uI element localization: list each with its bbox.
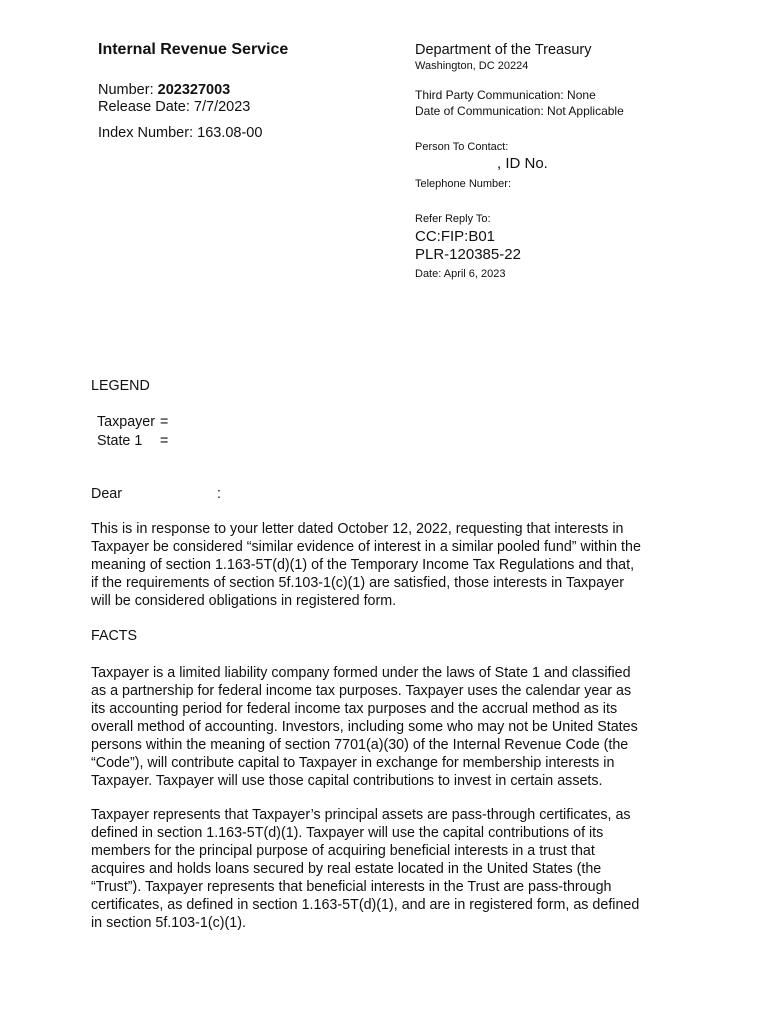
letter-date: Date: April 6, 2023 bbox=[415, 268, 506, 280]
paragraph-line: meaning of section 1.163-5T(d)(1) of the Temporary Income Tax Regulations and that, bbox=[91, 557, 635, 573]
plr-number: PLR-120385-22 bbox=[415, 246, 521, 263]
release-date: Release Date: 7/7/2023 bbox=[98, 99, 251, 115]
paragraph-intro bbox=[91, 520, 691, 610]
paragraph-line: overall method of accounting. Investors, including some who may not be United States bbox=[91, 719, 638, 735]
paragraph-line: “Trust”). Taxpayer represents that beneficial interests in the Trust are pass-through bbox=[91, 879, 612, 895]
refer-reply-to: Refer Reply To: bbox=[415, 213, 491, 225]
legend-sep: = bbox=[160, 433, 169, 449]
legend-title: LEGEND bbox=[91, 378, 150, 394]
paragraph-line: its accounting period for federal income tax purposes and the accrual method as its bbox=[91, 701, 618, 717]
paragraph-line: Taxpayer. Taxpayer will use those capital contributions to invest in certain assets. bbox=[91, 773, 603, 789]
date-of-communication: Date of Communication: Not Applicable bbox=[415, 104, 624, 118]
paragraph-line: will be considered obligations in registered form. bbox=[91, 593, 397, 609]
department-address: Washington, DC 20224 bbox=[415, 60, 529, 72]
legend-key: State 1 bbox=[97, 433, 143, 449]
paragraph-line: as a partnership for federal income tax purposes. Taxpayer uses the calendar year as bbox=[91, 683, 632, 699]
agency-name: Internal Revenue Service bbox=[98, 41, 289, 58]
reference-code: CC:FIP:B01 bbox=[415, 228, 496, 245]
paragraph-line: defined in section 1.163-5T(d)(1). Taxpayer will use the capital contributions of its bbox=[91, 825, 604, 841]
third-party-communication: Third Party Communication: None bbox=[415, 88, 596, 102]
paragraph-assets bbox=[91, 806, 691, 932]
paragraph-line: Taxpayer is a limited liability company formed under the laws of State 1 and classified bbox=[91, 665, 631, 681]
paragraph-line: Taxpayer represents that Taxpayer’s principal assets are pass-through certificates, as bbox=[91, 807, 631, 823]
id-number: , ID No. bbox=[497, 155, 548, 172]
paragraph-facts bbox=[91, 664, 691, 790]
ruling-number bbox=[98, 82, 230, 98]
paragraph-line: if the requirements of section 5f.103-1(c)(1) are satisfied, those interests in Taxpayer bbox=[91, 575, 624, 591]
paragraph-line: This is in response to your letter dated October 12, 2022, requesting that interests in bbox=[91, 521, 624, 537]
ruling-number-label: Number: bbox=[98, 82, 158, 98]
legend-row bbox=[97, 433, 168, 449]
index-number: Index Number: 163.08-00 bbox=[98, 125, 263, 141]
department-name: Department of the Treasury bbox=[415, 42, 592, 58]
legend-row bbox=[97, 414, 168, 430]
person-to-contact: Person To Contact: bbox=[415, 141, 509, 153]
telephone-number: Telephone Number: bbox=[415, 178, 512, 190]
legend-key: Taxpayer bbox=[97, 414, 156, 430]
paragraph-line: “Code”), will contribute capital to Taxpayer in exchange for membership interests in bbox=[91, 755, 615, 771]
ruling-number-value: 202327003 bbox=[157, 82, 231, 98]
paragraph-line: certificates, as defined in section 1.163-5T(d)(1), and are in registered form, as defined bbox=[91, 897, 640, 913]
paragraph-line: persons within the meaning of section 7701(a)(30) of the Internal Revenue Code (the bbox=[91, 737, 629, 753]
paragraph-line: members for the principal purpose of acquiring beneficial interests in a trust that bbox=[91, 843, 595, 859]
facts-heading: FACTS bbox=[91, 628, 138, 644]
paragraph-line: Taxpayer be considered “similar evidence of interest in a similar pooled fund” within the bbox=[91, 539, 641, 555]
paragraph-line: acquires and holds loans secured by real estate located in the United States (the bbox=[91, 861, 602, 877]
legend-sep: = bbox=[160, 414, 169, 430]
salutation-dear: Dear bbox=[91, 486, 122, 502]
salutation-colon: : bbox=[217, 486, 221, 502]
paragraph-line: in section 5f.103-1(c)(1). bbox=[91, 915, 246, 931]
